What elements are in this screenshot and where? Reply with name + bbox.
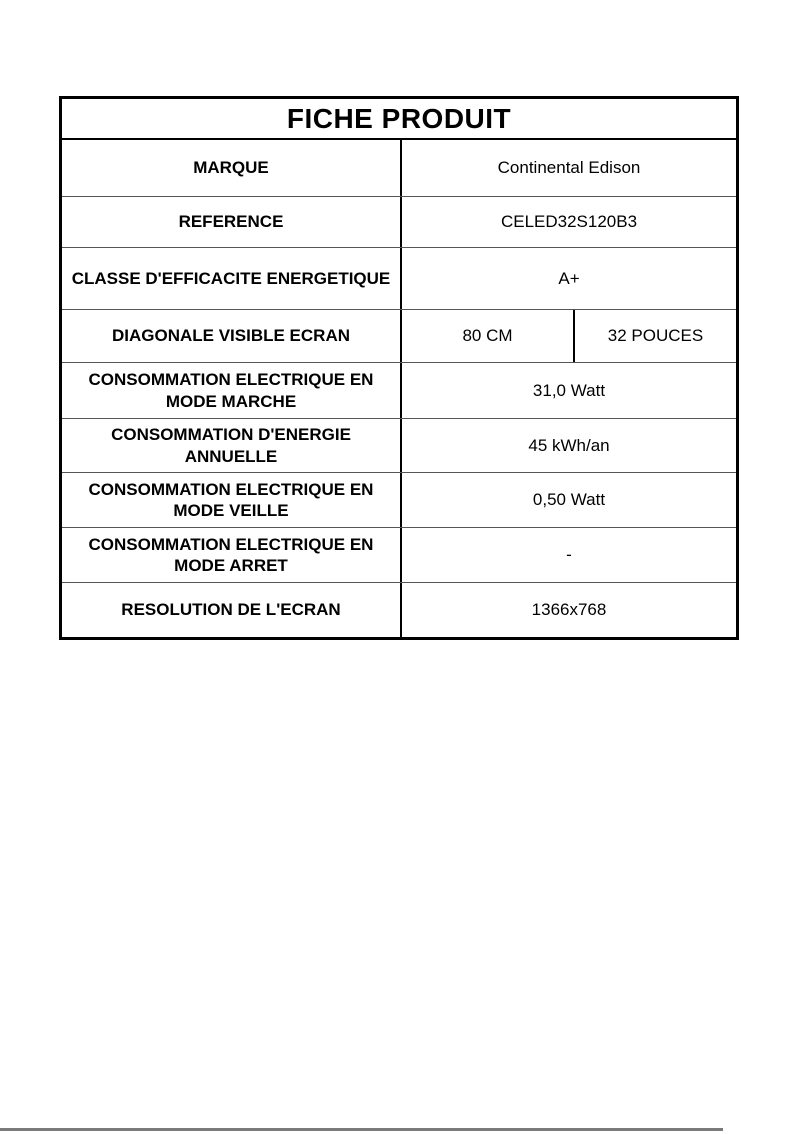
- row-label: DIAGONALE VISIBLE ECRAN: [62, 310, 402, 362]
- table-row-marque: [62, 140, 736, 197]
- table-row-conso-veille: [62, 473, 736, 528]
- table-title: FICHE PRODUIT: [62, 99, 736, 140]
- row-value-cm: 80 CM: [402, 310, 575, 362]
- row-label: REFERENCE: [62, 197, 402, 247]
- row-value: 45 kWh/an: [528, 435, 610, 455]
- horizontal-scrollbar-track: [0, 1128, 802, 1131]
- row-label: RESOLUTION DE L'ECRAN: [62, 583, 402, 637]
- table-row-conso-annuelle: [62, 419, 736, 473]
- row-value-pouces: 32 POUCES: [607, 326, 704, 345]
- product-sheet-table: [59, 96, 739, 640]
- row-label: CLASSE D'EFFICACITE ENERGETIQUE: [62, 248, 402, 309]
- table-row-resolution: [62, 583, 736, 637]
- row-value: CELED32S120B3: [500, 212, 638, 231]
- row-label: MARQUE: [62, 140, 402, 196]
- horizontal-scrollbar-thumb[interactable]: [0, 1128, 723, 1131]
- row-value: 1366x768: [531, 600, 607, 619]
- row-label: CONSOMMATION D'ENERGIE ANNUELLE: [62, 419, 402, 472]
- row-label: CONSOMMATION ELECTRIQUE EN MODE ARRET: [62, 528, 402, 582]
- row-label: CONSOMMATION ELECTRIQUE EN MODE MARCHE: [62, 363, 402, 418]
- row-value: 31,0 Watt: [532, 380, 606, 400]
- table-row-diagonale: [62, 310, 736, 363]
- table-row-classe-energetique: [62, 248, 736, 310]
- row-label: CONSOMMATION ELECTRIQUE EN MODE VEILLE: [62, 473, 402, 527]
- row-value: -: [566, 545, 572, 564]
- table-row-conso-arret: [62, 528, 736, 583]
- row-value: 0,50 Watt: [532, 490, 606, 509]
- table-row-reference: [62, 197, 736, 248]
- row-value: Continental Edison: [497, 158, 641, 177]
- table-row-conso-marche: [62, 363, 736, 419]
- row-value: A+: [558, 268, 580, 288]
